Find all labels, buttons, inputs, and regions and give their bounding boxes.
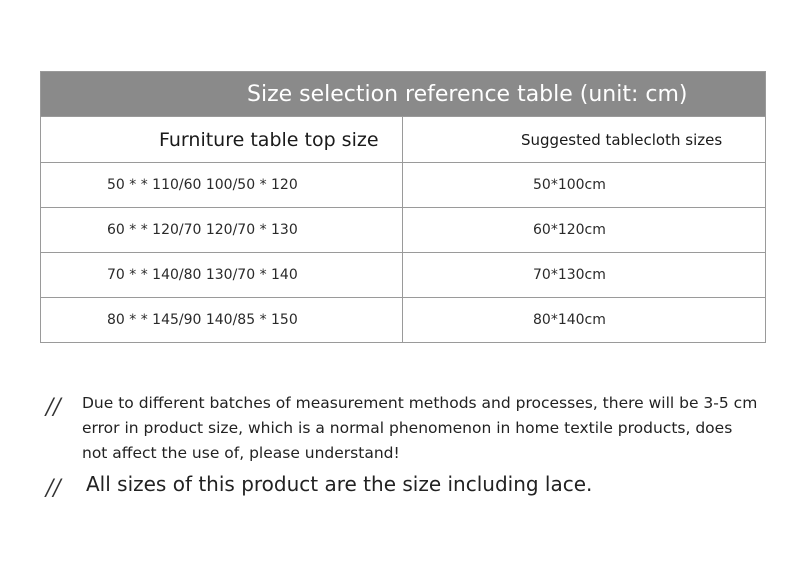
tablecloth-size-cell: 60*120cm: [403, 208, 766, 253]
note-mark-icon: //: [46, 476, 61, 501]
size-reference-table: [40, 71, 766, 343]
table-row: [41, 163, 766, 208]
table-row: [41, 298, 766, 343]
table-row: [41, 253, 766, 298]
table-title-row: [41, 72, 766, 117]
measurement-error-note: [46, 391, 766, 466]
note-mark-icon: //: [46, 395, 61, 420]
table-top-size-cell: 80 * * 145/90 140/85 * 150: [41, 298, 403, 343]
table-header-row: [41, 117, 766, 163]
table-row: [41, 208, 766, 253]
note-text: Due to different batches of measurement methods and processes, there will be 3-5 cm error in product size, which is a normal phenomenon in home textile products, does not affect the use of, please understand!: [82, 394, 758, 462]
table-top-size-cell: 50 * * 110/60 100/50 * 120: [41, 163, 403, 208]
lace-size-note: [46, 470, 766, 501]
table-top-size-cell: 70 * * 140/80 130/70 * 140: [41, 253, 403, 298]
tablecloth-size-cell: 70*130cm: [403, 253, 766, 298]
table-title: Size selection reference table (unit: cm): [247, 81, 688, 107]
note-text: All sizes of this product are the size including lace.: [86, 472, 593, 496]
table-title-cell: [41, 72, 766, 117]
tablecloth-size-cell: 80*140cm: [403, 298, 766, 343]
header-tablecloth-size: Suggested tablecloth sizes: [403, 117, 766, 163]
tablecloth-size-cell: 50*100cm: [403, 163, 766, 208]
table-top-size-cell: 60 * * 120/70 120/70 * 130: [41, 208, 403, 253]
header-table-top-size: Furniture table top size: [41, 117, 403, 163]
